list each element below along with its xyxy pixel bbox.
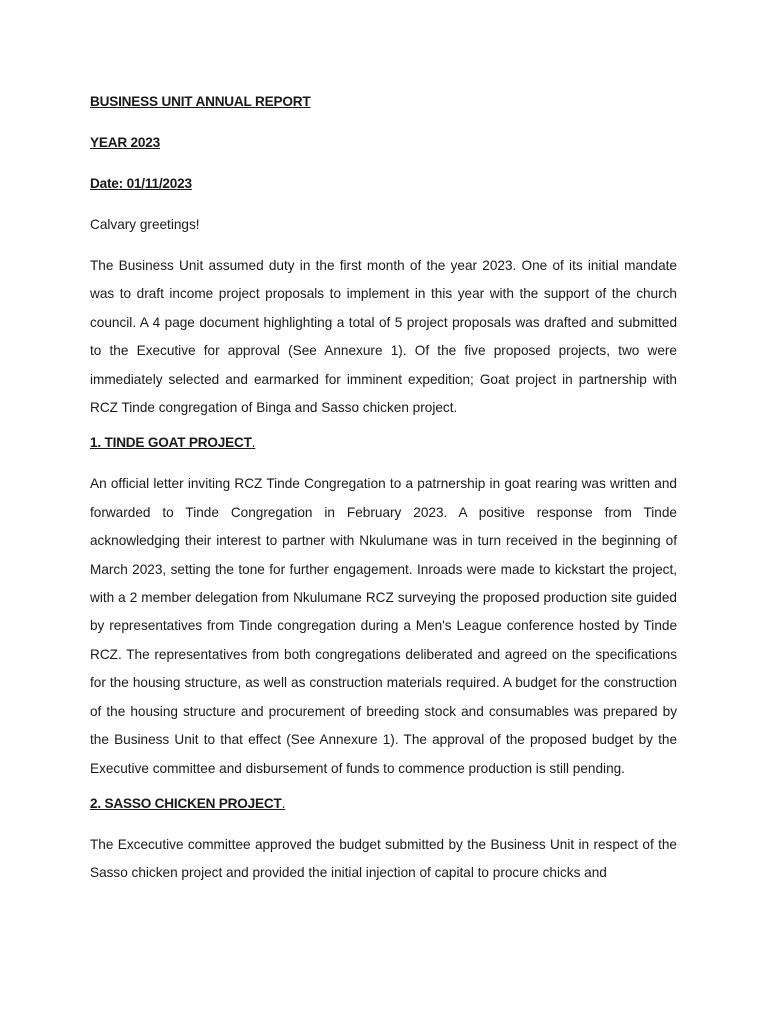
section-heading-chicken-project — [90, 794, 677, 814]
intro-paragraph: The Business Unit assumed duty in the first month of the year 2023. One of its initial mandate was to draft income project proposals to implement in this year with the support of the church council. A 4 page document highlighting a total of 5 project proposals was drafted and submitted to the Executive for approval (See Annexure 1). Of the five proposed projects, two were immediately selected and earmarked for imminent expedition; Goat project in partnership with RCZ Tinde congregation of Binga and Sasso chicken project. — [90, 258, 677, 416]
greeting-line: Calvary greetings! — [90, 217, 200, 232]
report-title: BUSINESS UNIT ANNUAL REPORT — [90, 94, 311, 109]
chicken-project-paragraph: The Excecutive committee approved the budget submitted by the Business Unit in respect of the Sasso chicken project and provided the initial injection of capital to procure chicks and — [90, 836, 677, 881]
goat-project-paragraph: An official letter inviting RCZ Tinde Congregation to a patrnership in goat rearing was written and forwarded to Tinde Congregation in February 2023. A positive response from Tinde acknowledging their interest to partner with Nkulumane was in turn received in the beginning of March 2023, setting the tone for further engagement. Inroads were made to kickstart the project, with a 2 member delegation from Nkulumane RCZ surveying the proposed production site guided by representatives from Tinde congregation during a Men's League conference hosted by Tinde RCZ. The representatives from both congregations deliberated and agreed on the specifications for the housing structure, as well as construction materials required. A budget for the construction of the housing structure and procurement of breeding stock and consumables was prepared by the Business Unit to that effect (See Annexure 1). The approval of the proposed budget by the Executive committee and disbursement of funds to commence production is still pending. — [90, 476, 677, 776]
report-year: YEAR 2023 — [90, 135, 160, 150]
section-heading-goat-project — [90, 433, 677, 453]
section-heading-trail: . — [281, 795, 286, 811]
section-heading-text: 2. SASSO CHICKEN PROJECT — [90, 795, 282, 811]
document-page — [90, 92, 677, 888]
section-heading-text: 1. TINDE GOAT PROJECT — [90, 435, 252, 451]
section-heading-trail: . — [251, 435, 256, 451]
report-date: Date: 01/11/2023 — [90, 176, 192, 191]
